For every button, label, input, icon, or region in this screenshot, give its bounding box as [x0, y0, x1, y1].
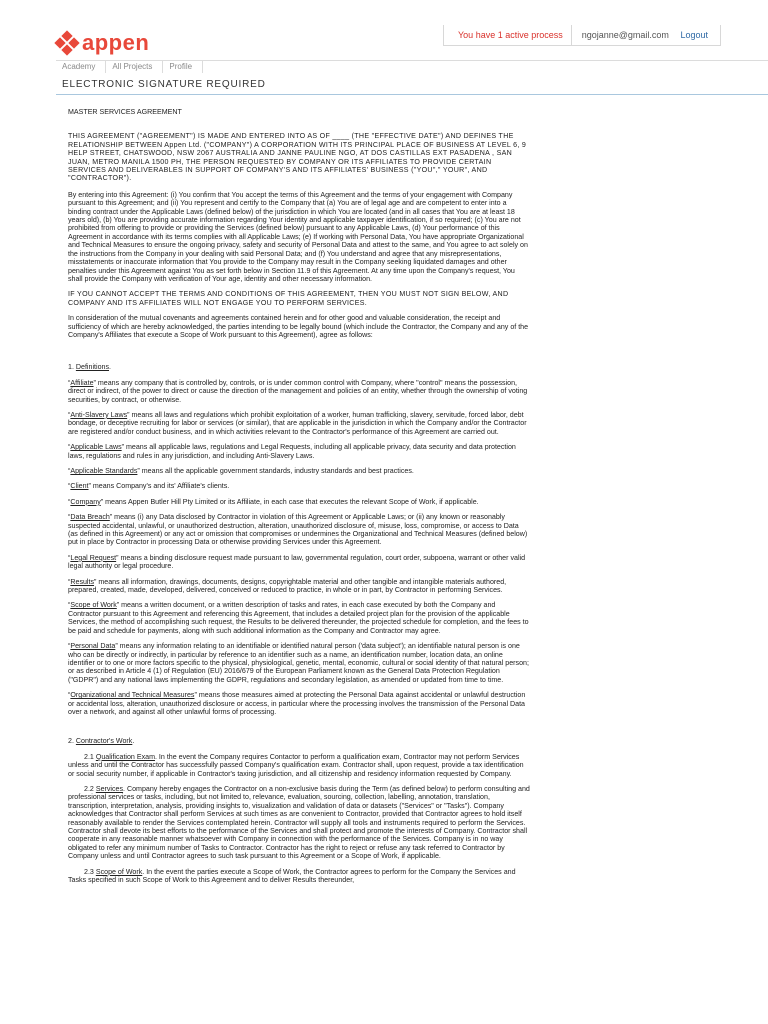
main-nav — [56, 60, 768, 73]
subsection-text: . In the event the parties execute a Scope of Work, the Contractor agrees to perform for the Company the Services and Tasks specified in such Scope of Work to this Agreement and to deliver Results thereunder, — [68, 867, 516, 885]
subsection-text: . In the event the Company requires Contactor to perform a qualification exam, Contractor may not perform Services unless and until the Contractor has successfully passed Company's qualification exam. Contractor shall, upon request, provide a tax identification or social security number, if applicable in Contractor's taxing jurisdiction, and all citizenship and residency information requested by Company. — [68, 752, 524, 778]
definition-term: Applicable Laws — [70, 443, 122, 452]
definition-term: Scope of Work — [70, 601, 117, 610]
subsection-number: 2.1 — [84, 752, 96, 761]
intro-paragraph: THIS AGREEMENT ("AGREEMENT") IS MADE AND ENTERED INTO AS OF ____ (THE "EFFECTIVE DATE") AND DEFINES THE RELATIONSHIP BETWEEN Appen Ltd. ("COMPANY") A CORPORATION WITH ITS PRINCIPAL PLACE OF BUSINESS AT LEVEL 6, 9 HELP STREET, CHATSWOOD, NSW 2067 AUSTRALIA AND JANNE PAULINE NGO, AT DOS CASTILLAS EXT PASADENA , SAN JUAN, METRO MANILA 1500 PH, THE PERSON REQUESTED BY COMPANY OR ITS AFFILIATES TO PROVIDE CERTAIN SERVICES AND DELIVERABLES IN SUPPORT OF COMPANY'S AND ITS AFFILIATES' BUSINESS ("YOU"," YOUR", AND "CONTRACTOR"). — [68, 132, 527, 183]
definition-term: Anti-Slavery Laws — [70, 410, 128, 419]
subsection-title: Services — [95, 784, 124, 793]
logo-text: appen — [82, 30, 150, 55]
definition-text: means all applicable laws, regulations and Legal Requests, including all applicable privacy, data security and data protection laws, regulations and rules in any jurisdiction, and including Anti-Slavery Laws. — [68, 443, 516, 460]
subsection-title: Scope of Work — [95, 867, 143, 876]
cannot-accept-paragraph: IF YOU CANNOT ACCEPT THE TERMS AND CONDITIONS OF THIS AGREEMENT, THEN YOU MUST NOT SIGN BELOW, AND COMPANY AND ITS AFFILIATES WILL NOT ENGAGE YOU TO PERFORM SERVICES. — [68, 290, 509, 307]
definition-text: means a binding disclosure request made pursuant to law, governmental regulation, court order, subpoena, warrant or other valid legal authority or legal procedure. — [68, 553, 526, 571]
definition-item: “Client” means Company's and its' Affiliate's clients. — [68, 482, 230, 491]
subsection-2-1 — [68, 753, 530, 778]
tab-all-projects[interactable]: All Projects — [106, 61, 163, 73]
subsection-title: Qualification Exam — [95, 752, 155, 761]
definition-term: Personal Data — [70, 642, 116, 651]
definition-item: “Company” means Appen Butler Hill Pty Limited or its Affiliate, in each case that executes the relevant Scope of Work, if applicable. — [68, 497, 479, 506]
definition-item: “Applicable Standards” means all the applicable government standards, industry standards and best practices. — [68, 467, 414, 475]
section-number: 1. — [68, 363, 76, 372]
definition-term: Results — [70, 577, 95, 586]
section-number: 2. — [68, 737, 76, 746]
definition-item: “Organizational and Technical Measures” means those measures aimed at protecting the Personal Data against accidental or unlawful destruction or accidental loss, alteration, unauthorized disclosure or access, in particular where the processing involves the transmission of the Personal Data over a network, and against all other unlawful forms of processing. — [68, 691, 526, 716]
definition-term: Company — [70, 497, 101, 506]
appen-logo-icon — [56, 32, 78, 54]
definitions-list — [68, 379, 530, 717]
definition-item: “Affiliate” means any company that is controlled by, controls, or is under common control with Company, where "control" means the possession, direct or indirect, of the power to direct or cause the direction of the management and policies of an entity, whether through the ownership of voting securities, by contract, or otherwise. — [68, 378, 528, 404]
definition-term: Affiliate — [70, 378, 94, 387]
page-title: ELECTRONIC SIGNATURE REQUIRED — [62, 79, 266, 90]
app-header — [0, 0, 768, 58]
definition-item: “Data Breach” means (i) any Data disclosed by Contractor in violation of this Agreement or Applicable Laws; or (ii) any known or reasonably suspected accidental, unlawful, or unauthorized destruction, alteration, unauthorized disclosure of, misuse, loss, compromise, or access to Data (as defined in this Agreement) or any act or omission that compromises or undermines the Organizational and Technical Measures (defined below) put in place by Contractor in processing Data or otherwise providing Services under this Agreement. — [68, 513, 528, 547]
subsection-2-3 — [68, 868, 530, 885]
definition-item: “Applicable Laws” means all applicable laws, regulations and Legal Requests, including all applicable privacy, data security and data protection laws, regulations and rules in any jurisdiction, and including Anti-Slavery Laws. — [68, 443, 516, 460]
tab-profile[interactable]: Profile — [163, 61, 203, 73]
definition-term: Legal Request — [70, 553, 117, 562]
title-divider — [56, 94, 768, 95]
definition-text: means a written document, or a written description of tasks and rates, in each case executed by both the Company and Contractor pursuant to this Agreement and referencing this Agreement, that includes a detailed project plan for the provision of the applicable Services, the method of accomplishing such request, the Results to be delivered thereunder, the projected schedule for completion, and the fees to be paid and schedule for payments, along with such additional information as the Company and Contractor may agree. — [68, 601, 529, 635]
definition-text: means those measures aimed at protecting the Personal Data against accidental or unlawful destruction or accidental loss, alteration, unauthorized disclosure or access, in particular where the processing involves the transmission of the Personal Data over a network, and against all other unlawful forms of processing. — [68, 691, 526, 716]
definition-term: Applicable Standards — [70, 467, 138, 475]
definition-item: “Scope of Work” means a written document, or a written description of tasks and rates, in each case executed by both the Company and Contractor pursuant to this Agreement and referencing this Agreement, that includes a detailed project plan for the provision of the applicable Services, the method of accomplishing such request, the Results to be delivered thereunder, the projected schedule for completion, and the fees to be paid and schedule for payments, along with such additional information as the Company and Contractor may agree. — [68, 601, 529, 635]
tab-academy[interactable]: Academy — [56, 61, 106, 73]
appen-logo[interactable] — [56, 30, 149, 56]
agreement-document — [68, 108, 530, 891]
doc-title: MASTER SERVICES AGREEMENT — [68, 108, 182, 116]
user-email: ngojanne@gmail.com — [581, 30, 669, 40]
definition-term: Organizational and Technical Measures — [70, 691, 195, 700]
definition-text: means any information relating to an identifiable or identified natural person ('data subject'); an identifiable natural person is one who can be directly or indirectly, in particular by reference to an identifier such as a name, an identification number, location data, an online identifier or to one or more factors specific to the physical, physiological, genetic, mental, economic, cultural or social identity of that natural person; or as described in Article 4 (1) of Regulation (EU) 2016/679 of the European Parliament known as the General Data Protection Regulation ("GDPR") and any national laws implementing the GDPR, regulations and secondary legislation, as amended or updated from time to time. — [68, 642, 529, 684]
section-1-heading: 1. Definitions. — [68, 363, 111, 372]
definition-item: “Personal Data” means any information relating to an identifiable or identified natural person ('data subject'); an identifiable natural person is one who can be directly or indirectly, in particular by reference to an identifier such as a name, an identification number, location data, an online identifier or to one or more factors specific to the physical, physiological, genetic, mental, economic, cultural or social identity of that natural person; or as described in Article 4 (1) of Regulation (EU) 2016/679 of the European Parliament known as the General Data Protection Regulation ("GDPR") and any national laws implementing the GDPR, regulations and secondary legislation, as amended or updated from time to time. — [68, 642, 529, 684]
definition-text: means any company that is controlled by, controls, or is under common control with Company, where "control" means the possession, direct or indirect, of the power to direct or cause the direction of the management and policies of an entity, whether through the ownership of voting securities, by contract, or otherwise. — [68, 378, 528, 404]
definition-text: means Appen Butler Hill Pty Limited or its Affiliate, in each case that executes the relevant Scope of Work, if applicable. — [103, 497, 479, 506]
entering-paragraph: By entering into this Agreement: (i) You confirm that You accept the terms of this Agreement and the terms of your engagement with Company pursuant to this Agreement; and (ii) You represent and certify to the Company that (a) You are of legal age and are competent to enter into a binding contract under the Applicable Laws (defined below) of the jurisdiction in which You are located (and in all cases that You are at least 18 years old), (b) You are providing accurate information regarding Your identity and applicable taxpayer identification, if so required; (c) You are not prohibited from offering to provide or providing the Services (defined below) pursuant to any Applicable Laws, (d) Your performance of this Agreement in accordance with its terms complies with all Applicable Laws; (e) If working with Personal Data, You have appropriate Organizational and Technical Measures to ensure the ongoing privacy, safety and security of Personal Data and attest to the same, and You agree to act solely on the instructions from the Company in your dealing with said Personal Data; and (f) You understand and agree that any misrepresentations, misstatements or inaccurate information that You provide to the Company may result in the Company seeking liquidated damages and other penalties under this Agreement against You as set forth below in Section 11.9 of this Agreement. At any time upon the Company's request, You shall provide the Company with verification of Your age, identity and other necessary information. — [68, 190, 528, 283]
definition-term: Data Breach — [70, 513, 110, 522]
subsection-number: 2.2 — [84, 784, 96, 793]
section-title: Contractor's Work — [75, 737, 133, 746]
logout-link[interactable]: Logout — [680, 30, 708, 40]
definition-item: “Legal Request” means a binding disclosure request made pursuant to law, governmental regulation, court order, subpoena, warrant or other valid legal authority or legal procedure. — [68, 553, 526, 571]
consideration-paragraph: In consideration of the mutual covenants and agreements contained herein and for other good and valuable consideration, the receipt and sufficiency of which are hereby acknowledged, the parties intending to be legally bound (which include the Contractor, the Company and any of the Company's Affiliates that execute a Scope of Work pursuant to this Agreement), agree as follows: — [68, 314, 529, 339]
definition-text: means all the applicable government standards, industry standards and best practices. — [139, 467, 414, 475]
definition-term: Client — [70, 482, 89, 491]
section-title: Definitions — [75, 363, 110, 372]
definition-text: means Company's and its' Affiliate's clients. — [90, 482, 230, 491]
definition-text: means all laws and regulations which prohibit exploitation of a worker, human trafficking, slavery, servitude, forced labor, debt bondage, or deceptive recruiting for labor or services (or similar), that are applicable in the jurisdiction in which the Company and/or the Contractor are registered and/or conduct business, and in which activities relevant to the Contractor's performance of this Agreement are carried out. — [68, 410, 527, 436]
definition-text: means (i) any Data disclosed by Contractor in violation of this Agreement or Applicable Laws; or (ii) any known or reasonably suspected accidental, unlawful, or unauthorized destruction, alteration, unauthorized disclosure of, misuse, loss, compromise, or access to Data (as defined in this Agreement) or any act or omission that compromises or undermines the Organizational and Technical Measures (defined below) put in place by Contractor in processing Data or otherwise providing Services under this Agreement. — [68, 513, 528, 547]
active-process-link[interactable]: You have 1 active process — [444, 25, 572, 45]
section-2-heading: 2. Contractor's Work. — [68, 737, 135, 746]
definition-item: “Results” means all information, drawings, documents, designs, copyrightable material and other tangible and intangible materials authored, prepared, created, made, developed, delivered, conceived or reduced to practice, in whole or in part, by Contractor in performing Services. — [68, 577, 507, 595]
subsection-number: 2.3 — [84, 867, 96, 876]
definition-text: means all information, drawings, documents, designs, copyrightable material and other tangible and intangible materials authored, prepared, created, made, developed, delivered, conceived or reduced to practice, in whole or in part, by Contractor in performing Services. — [68, 577, 507, 595]
subsection-text: . Company hereby engages the Contractor on a non-exclusive basis during the Term (as defined below) to perform consulting and professional services or tasks, including, but not limited to, relevance, evaluation, sourcing, collection, labelling, annotation, translation, transcription, interpretation, analysis, providing insights to, visualization and validation of data or datasets ("Services" or "Tasks"). Company acknowledges that Contractor shall perform Services at such times as are convenient to Contractor, provided that Contractor agrees to hold itself reasonably available to render the Services contemplated herein. Contractor will supply all tools and instruments required to perform the Services. Contractor shall devote its best efforts to the performance of the Services and shall protect and promote the interests of Company. Contractor shall cooperate in any reasonable manner whatsoever with Company in connection with the performance of the Services. Company is in no way obligated to refer any minimum number of Tasks to Contractor. Contractor has the right to reject or refuse any task referred to Contractor by Company unless and until Contractor agrees to such task pursuant to this Agreement or a Scope of Work, if applicable. — [68, 784, 530, 861]
subsection-2-2 — [68, 785, 530, 861]
user-status-bar — [443, 25, 721, 46]
definition-item: “Anti-Slavery Laws” means all laws and regulations which prohibit exploitation of a worker, human trafficking, slavery, servitude, forced labor, debt bondage, or deceptive recruiting for labor or services (or similar), that are applicable in the jurisdiction in which the Company and/or the Contractor are registered and/or conduct business, and in which activities relevant to the Contractor's performance of this Agreement are carried out. — [68, 410, 527, 436]
